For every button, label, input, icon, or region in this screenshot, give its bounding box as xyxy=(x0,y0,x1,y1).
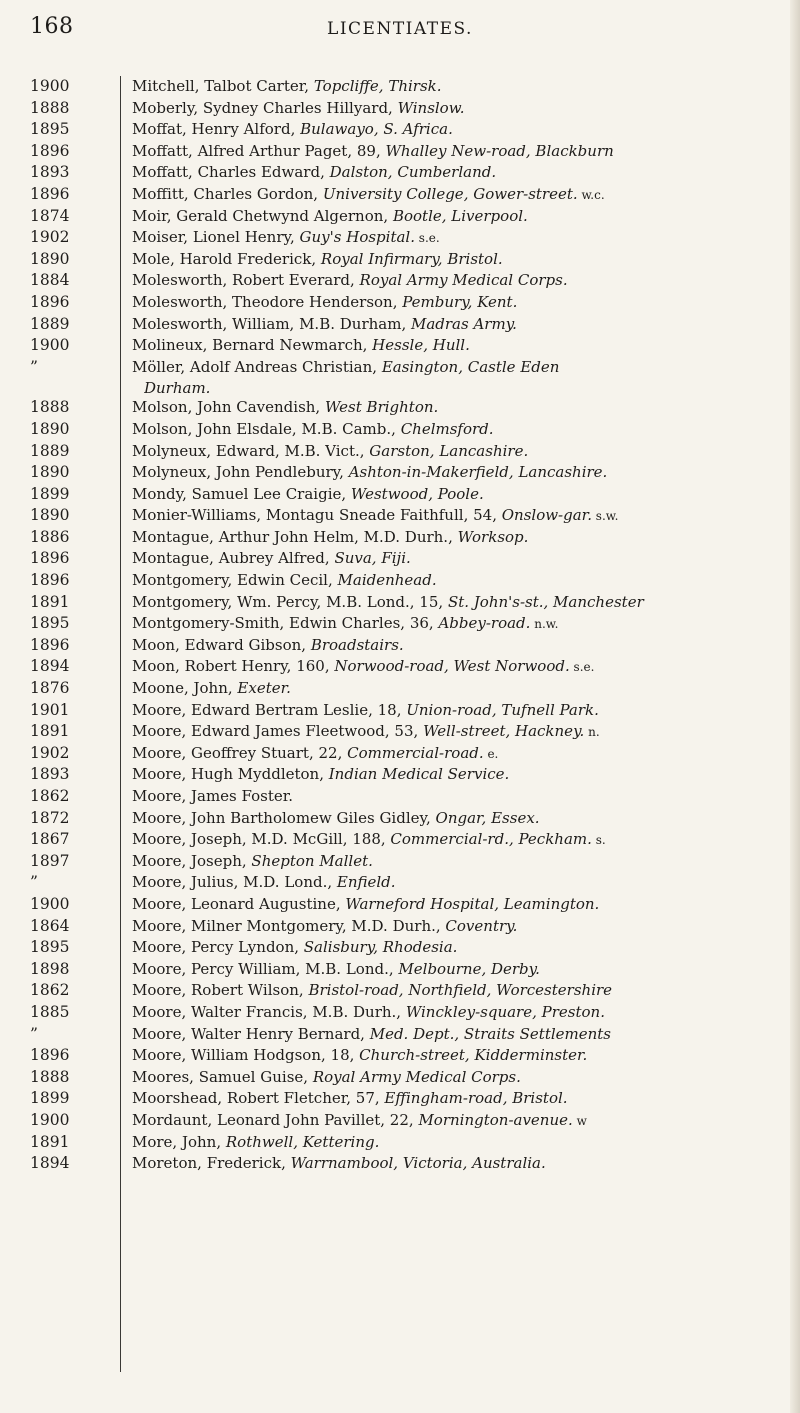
entry-name: Mole, Harold Frederick, xyxy=(132,249,321,268)
list-item xyxy=(0,808,800,830)
entry-text xyxy=(132,184,752,206)
entry-address: Bulawayo, S. Africa. xyxy=(300,120,453,139)
entry-year: 1862 xyxy=(30,981,70,1000)
entry-text xyxy=(132,980,752,1002)
entry-name: Moore, William Hodgson, 18, xyxy=(132,1046,360,1065)
entry-address: Salisbury, Rhodesia. xyxy=(303,938,458,957)
entry-year: 1890 xyxy=(30,463,70,482)
entry-address: Worksop. xyxy=(457,527,529,546)
list-item xyxy=(0,119,800,141)
entry-name: Mordaunt, Leonard John Pavillet, 22, xyxy=(132,1110,419,1129)
entry-text xyxy=(132,829,752,851)
entry-name: Molineux, Bernard Newmarch, xyxy=(132,336,373,355)
entry-name: Montgomery-Smith, Edwin Charles, 36, xyxy=(132,614,439,633)
entry-postal-district: s.w. xyxy=(591,509,619,524)
list-item xyxy=(0,462,800,484)
entry-name: Moore, Robert Wilson, xyxy=(132,981,309,1000)
entry-text xyxy=(132,678,752,700)
entry-name: Monier-Williams, Montagu Sneade Faithfull, 54, xyxy=(132,506,502,525)
entry-year: 1867 xyxy=(30,830,70,849)
list-item xyxy=(0,635,800,657)
entry-text xyxy=(132,206,752,228)
entry-text xyxy=(132,141,752,163)
entry-name: Moore, Joseph, M.D. McGill, 188, xyxy=(132,830,391,849)
entry-address: Exeter. xyxy=(237,679,291,698)
entry-address: Med. Dept., Straits Settlements xyxy=(369,1024,612,1043)
entry-text xyxy=(132,249,752,271)
entry-address: Effingham-road, Bristol. xyxy=(384,1089,568,1108)
entry-text xyxy=(132,1110,752,1132)
entry-address: Melbourne, Derby. xyxy=(398,959,540,978)
entry-address: Garston, Lancashire. xyxy=(369,441,529,460)
entry-year: 1891 xyxy=(30,1132,70,1151)
entry-name: Montague, Arthur John Helm, M.D. Durh., xyxy=(132,527,458,546)
entry-text xyxy=(132,937,752,959)
entry-year: 1876 xyxy=(30,679,70,698)
entry-address: Easington, Castle Eden xyxy=(381,357,560,376)
list-item xyxy=(0,184,800,206)
entry-name: Molyneux, Edward, M.B. Vict., xyxy=(132,441,370,460)
entry-postal-district: s. xyxy=(591,833,606,848)
entry-name: Moorshead, Robert Fletcher, 57, xyxy=(132,1089,385,1108)
entry-text xyxy=(132,314,752,336)
entry-address: Norwood-road, West Norwood. xyxy=(334,657,570,676)
list-item xyxy=(0,1067,800,1089)
entry-year: 1874 xyxy=(30,206,70,225)
entry-text xyxy=(132,162,752,184)
entry-year: ” xyxy=(30,873,38,892)
entry-name: Moore, Edward Bertram Leslie, 18, xyxy=(132,700,407,719)
entry-name: Möller, Adolf Andreas Christian, xyxy=(132,357,382,376)
list-item xyxy=(0,851,800,873)
entry-address: Shepton Mallet. xyxy=(251,851,373,870)
list-item xyxy=(0,548,800,570)
entry-year: 1862 xyxy=(30,787,70,805)
list-item xyxy=(0,894,800,916)
entry-address: Madras Army. xyxy=(410,314,517,333)
entry-postal-district: n.w. xyxy=(530,617,559,632)
entry-address: Coventry. xyxy=(445,916,518,935)
entry-text xyxy=(132,613,752,635)
entry-address: Royal Army Medical Corps. xyxy=(312,1067,521,1086)
entry-postal-district: e. xyxy=(483,746,499,761)
entry-year: 1899 xyxy=(30,484,70,503)
entry-year: 1896 xyxy=(30,292,70,311)
entry-year: 1889 xyxy=(30,314,70,333)
entry-name: Moore, James Foster. xyxy=(132,787,294,805)
entry-year: 1886 xyxy=(30,527,70,546)
list-item xyxy=(0,700,800,722)
entry-name: Moore, Julius, M.D. Lond., xyxy=(132,873,337,892)
entry-address: Bootle, Liverpool. xyxy=(392,206,528,225)
entry-address: St. John's-st., Manchester xyxy=(447,592,644,611)
entry-year: 1900 xyxy=(30,336,70,355)
entry-address: Commercial-rd., Peckham. xyxy=(390,830,592,849)
entry-address: Warrnambool, Victoria, Australia. xyxy=(290,1154,546,1173)
entry-address: Ashton-in-Makerfield, Lancashire. xyxy=(348,463,608,482)
entry-year: 1896 xyxy=(30,184,70,203)
entry-year: 1889 xyxy=(30,441,70,460)
list-item xyxy=(0,592,800,614)
entry-text xyxy=(132,721,752,743)
entry-year: ” xyxy=(30,1024,38,1043)
entry-text xyxy=(132,76,752,98)
entry-address: Westwood, Poole. xyxy=(350,484,484,503)
entry-text xyxy=(132,484,752,506)
entry-text xyxy=(132,505,752,527)
entry-address: Chelmsford. xyxy=(400,419,494,438)
list-item xyxy=(0,397,800,419)
entry-year: 1896 xyxy=(30,571,70,590)
entry-text xyxy=(132,1002,752,1024)
entry-name: Mitchell, Talbot Carter, xyxy=(132,77,314,95)
entry-year: 1902 xyxy=(30,743,70,762)
entry-year: 1894 xyxy=(30,1154,70,1173)
list-item xyxy=(0,1002,800,1024)
entry-name: Molson, John Elsdale, M.B. Camb., xyxy=(132,419,401,438)
list-item xyxy=(0,98,800,120)
entry-address: Warneford Hospital, Leamington. xyxy=(345,894,600,913)
list-item xyxy=(0,829,800,851)
entry-year: 1891 xyxy=(30,592,70,611)
entry-text xyxy=(132,357,752,379)
entry-text xyxy=(132,527,752,549)
list-item xyxy=(0,1024,800,1046)
entry-name: Moore, Walter Francis, M.B. Durh., xyxy=(132,1002,406,1021)
entry-year: ” xyxy=(30,357,38,376)
entry-name: Moberly, Sydney Charles Hillyard, xyxy=(132,98,398,117)
entry-name: Montgomery, Wm. Percy, M.B. Lond., 15, xyxy=(132,592,448,611)
entry-text xyxy=(132,1132,752,1154)
entry-year: 1885 xyxy=(30,1002,70,1021)
entry-year: 1890 xyxy=(30,249,70,268)
entry-text xyxy=(132,119,752,141)
entry-text xyxy=(132,959,752,981)
entry-year: 1896 xyxy=(30,635,70,654)
entry-name: Montgomery, Edwin Cecil, xyxy=(132,571,338,590)
entry-text xyxy=(132,894,752,916)
list-item xyxy=(0,980,800,1002)
entry-text xyxy=(132,872,752,894)
entry-year: 1895 xyxy=(30,120,70,139)
list-item xyxy=(0,959,800,981)
entry-postal-district: s.e. xyxy=(414,231,440,246)
list-item xyxy=(0,613,800,635)
entry-year: 1900 xyxy=(30,1110,70,1129)
entry-text xyxy=(132,335,752,357)
entry-name: Moffatt, Charles Edward, xyxy=(132,163,330,182)
list-item xyxy=(0,1088,800,1110)
list-item xyxy=(0,527,800,549)
entry-address: Union-road, Tufnell Park. xyxy=(406,700,599,719)
list-item xyxy=(0,76,800,98)
entry-name: Moore, Geoffrey Stuart, 22, xyxy=(132,743,348,762)
entry-year: 1888 xyxy=(30,1067,70,1086)
list-item xyxy=(0,786,800,808)
entry-address: Broadstairs. xyxy=(310,635,404,654)
list-item xyxy=(0,721,800,743)
list-item xyxy=(0,764,800,786)
list-item xyxy=(0,484,800,506)
list-item xyxy=(0,335,800,357)
entry-name: Moon, Edward Gibson, xyxy=(132,635,311,654)
entry-list xyxy=(0,76,800,1175)
entry-year: 1896 xyxy=(30,1046,70,1065)
entry-name: Moore, Hugh Myddleton, xyxy=(132,765,329,784)
entry-address: Indian Medical Service. xyxy=(328,765,510,784)
entry-name: Moore, Percy Lyndon, xyxy=(132,938,304,957)
entry-name: Moreton, Frederick, xyxy=(132,1154,291,1173)
entry-name: Moffitt, Charles Gordon, xyxy=(132,184,323,203)
entry-text xyxy=(132,419,752,441)
entry-postal-district: w.c. xyxy=(577,187,605,202)
list-item xyxy=(0,872,800,894)
entry-year: 1895 xyxy=(30,938,70,957)
list-item xyxy=(0,505,800,527)
entry-text xyxy=(132,570,752,592)
list-item xyxy=(0,656,800,678)
entry-year: 1896 xyxy=(30,549,70,568)
entry-name: Moore, Edward James Fleetwood, 53, xyxy=(132,722,424,741)
list-item xyxy=(0,249,800,271)
entry-year: 1864 xyxy=(30,916,70,935)
list-item xyxy=(0,227,800,249)
entry-address: Mornington-avenue. xyxy=(418,1110,573,1129)
entry-name: Molson, John Cavendish, xyxy=(132,398,325,417)
list-item xyxy=(0,678,800,700)
entry-address: Well-street, Hackney. xyxy=(423,722,585,741)
entry-address: Winslow. xyxy=(397,98,465,117)
list-item xyxy=(0,206,800,228)
entry-year: 1888 xyxy=(30,398,70,417)
entry-text xyxy=(132,700,752,722)
entry-address: Bristol-road, Northfield, Worcestershire xyxy=(308,981,613,1000)
entry-year: 1894 xyxy=(30,657,70,676)
entry-address: Dalston, Cumberland. xyxy=(329,163,497,182)
entry-address: Abbey-road. xyxy=(438,614,531,633)
list-item xyxy=(0,378,800,397)
entry-name: Moore, Percy William, M.B. Lond., xyxy=(132,959,399,978)
entry-name: Molesworth, Theodore Henderson, xyxy=(132,292,403,311)
entry-name: Moore, Walter Henry Bernard, xyxy=(132,1024,370,1043)
entry-name: Moore, John Bartholomew Giles Gidley, xyxy=(132,808,436,827)
entry-text xyxy=(132,227,752,249)
list-item xyxy=(0,270,800,292)
entry-name: Moore, Leonard Augustine, xyxy=(132,894,346,913)
entry-text xyxy=(132,98,752,120)
list-item xyxy=(0,916,800,938)
entry-text xyxy=(132,592,752,614)
entry-year: 1896 xyxy=(30,141,70,160)
entry-address: Durham. xyxy=(144,379,211,398)
list-item xyxy=(0,937,800,959)
entry-postal-district: n. xyxy=(584,725,600,740)
entry-address: Royal Army Medical Corps. xyxy=(359,271,568,290)
entry-text xyxy=(132,548,752,570)
entry-name: Moffat, Henry Alford, xyxy=(132,120,301,139)
entry-year: 1893 xyxy=(30,765,70,784)
list-item xyxy=(0,314,800,336)
entry-year: 1888 xyxy=(30,98,70,117)
entry-postal-district: w xyxy=(572,1113,587,1128)
entry-year: 1899 xyxy=(30,1089,70,1108)
entry-text xyxy=(132,851,752,873)
entry-text xyxy=(132,441,752,463)
entry-text xyxy=(132,1024,752,1046)
entry-name: Molesworth, William, M.B. Durham, xyxy=(132,314,411,333)
entry-address: Church-street, Kidderminster. xyxy=(359,1046,588,1065)
entry-text xyxy=(132,270,752,292)
entry-year: 1900 xyxy=(30,894,70,913)
entry-text xyxy=(132,1088,752,1110)
list-item xyxy=(0,1110,800,1132)
entry-name: Moores, Samuel Guise, xyxy=(132,1067,313,1086)
entry-year: 1884 xyxy=(30,271,70,290)
entry-address: Ongar, Essex. xyxy=(435,808,540,827)
entry-address: Topcliffe, Thirsk. xyxy=(313,77,442,95)
entry-text xyxy=(132,1153,752,1175)
entry-name: Montague, Aubrey Alfred, xyxy=(132,549,335,568)
entry-address: Whalley New-road, Blackburn xyxy=(385,141,614,160)
entry-name: Moon, Robert Henry, 160, xyxy=(132,657,335,676)
entry-address: Maidenhead. xyxy=(337,571,437,590)
entry-address: West Brighton. xyxy=(324,398,439,417)
entry-name: More, John, xyxy=(132,1132,226,1151)
entry-year: 1890 xyxy=(30,506,70,525)
entry-name: Mondy, Samuel Lee Craigie, xyxy=(132,484,351,503)
entry-address: Guy's Hospital. xyxy=(299,228,415,247)
running-head: LICENTIATES. xyxy=(327,19,473,39)
entry-text xyxy=(132,397,752,419)
entry-year: 1902 xyxy=(30,228,70,247)
entry-year: 1901 xyxy=(30,700,70,719)
entry-address: Winckley-square, Preston. xyxy=(405,1002,605,1021)
entry-name: Moore, Joseph, xyxy=(132,851,252,870)
entry-address: University College, Gower-street. xyxy=(322,184,578,203)
entry-text xyxy=(132,656,752,678)
list-item xyxy=(0,570,800,592)
entry-name: Moore, Milner Montgomery, M.D. Durh., xyxy=(132,916,446,935)
entry-text xyxy=(132,786,752,808)
entry-name: Moiser, Lionel Henry, xyxy=(132,228,300,247)
entry-text xyxy=(132,764,752,786)
entry-text xyxy=(132,743,752,765)
entry-address: Royal Infirmary, Bristol. xyxy=(320,249,503,268)
entry-text xyxy=(132,292,752,314)
entry-year: 1893 xyxy=(30,163,70,182)
entry-address: Commercial-road. xyxy=(347,743,484,762)
entry-name: Molesworth, Robert Everard, xyxy=(132,271,360,290)
entry-address: Enfield. xyxy=(336,873,396,892)
entry-year: 1898 xyxy=(30,959,70,978)
entry-year: 1872 xyxy=(30,808,70,827)
list-item xyxy=(0,1153,800,1175)
list-item xyxy=(0,292,800,314)
entry-text xyxy=(132,462,752,484)
list-item xyxy=(0,1132,800,1154)
entry-text xyxy=(132,916,752,938)
entry-address: Suva, Fiji. xyxy=(334,549,411,568)
entry-address: Onslow-gar. xyxy=(501,506,592,525)
list-item xyxy=(0,141,800,163)
list-item xyxy=(0,162,800,184)
entry-name: Molyneux, John Pendlebury, xyxy=(132,463,349,482)
entry-year: 1900 xyxy=(30,77,70,95)
entry-year: 1897 xyxy=(30,851,70,870)
entry-year: 1895 xyxy=(30,614,70,633)
entry-postal-district: s.e. xyxy=(569,660,595,675)
entry-year: 1891 xyxy=(30,722,70,741)
list-item xyxy=(0,441,800,463)
list-item xyxy=(0,419,800,441)
entry-year: 1890 xyxy=(30,419,70,438)
page-number: 168 xyxy=(30,14,74,39)
entry-text xyxy=(132,1045,752,1067)
list-item xyxy=(0,357,800,379)
entry-address: Rothwell, Kettering. xyxy=(225,1132,380,1151)
entry-address: Pembury, Kent. xyxy=(402,292,518,311)
list-item xyxy=(0,1045,800,1067)
list-item xyxy=(0,743,800,765)
entry-text xyxy=(132,635,752,657)
entry-name: Moir, Gerald Chetwynd Algernon, xyxy=(132,206,393,225)
entry-text xyxy=(132,1067,752,1089)
entry-name: Moone, John, xyxy=(132,679,238,698)
entry-address: Hessle, Hull. xyxy=(372,336,470,355)
entry-name: Moffatt, Alfred Arthur Paget, 89, xyxy=(132,141,386,160)
entry-text xyxy=(132,808,752,830)
